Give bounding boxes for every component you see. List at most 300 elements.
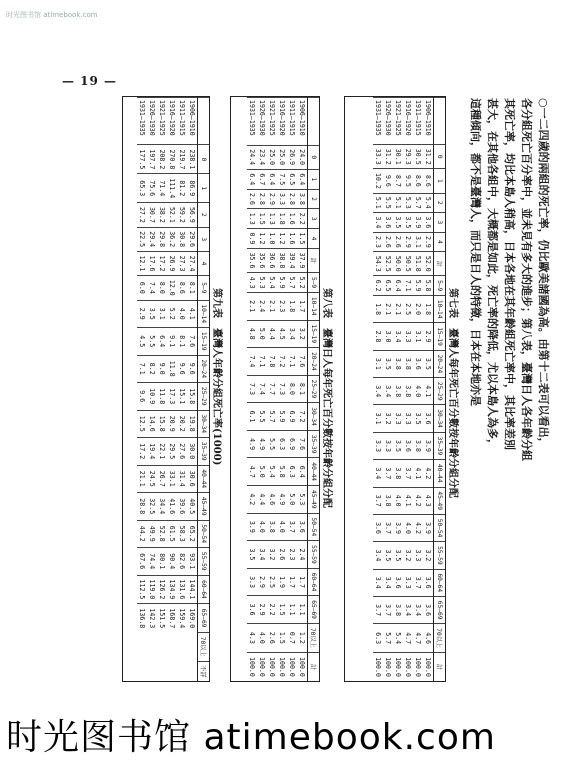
table-cell: 100.0 (403, 653, 413, 681)
column-header: 35—39 (434, 432, 446, 459)
table-cell: 7.6 (187, 328, 198, 356)
table-cell: 6.4 (297, 169, 308, 189)
table-cell: 9.6 (383, 169, 393, 193)
table-cell: 3.5 (393, 432, 403, 459)
table-cell: 5.5 (383, 193, 393, 213)
column-header: 不詳 (198, 661, 210, 681)
table-cell: 5.8 (423, 276, 434, 296)
table-cell: 4.3 (247, 623, 257, 652)
column-header (434, 98, 446, 145)
table-cell: 4.1 (423, 378, 434, 405)
table-cell: 5.7 (287, 273, 297, 293)
table-cell: 3.7 (403, 460, 413, 487)
table-cell: 20.9 (167, 410, 177, 438)
table-cell: 1.5 (277, 596, 287, 624)
table-cell: 2.4 (297, 541, 308, 569)
table-cell: 8.0 (157, 276, 167, 300)
column-header: 50—54 (434, 514, 446, 541)
table-cell: 4.9 (257, 430, 267, 458)
table-cell: 19.4 (147, 438, 157, 466)
table-cell: 9.6 (137, 383, 147, 411)
table-cell: 3.4 (373, 460, 383, 487)
table-cell: 1.8 (277, 209, 287, 229)
table-cell: 3.9 (423, 514, 434, 541)
table-cell: 6.4 (393, 276, 403, 296)
table-cell: 17.6 (147, 251, 157, 275)
table8-grid (247, 97, 319, 681)
table-cell: 4.3 (247, 273, 257, 293)
table-cell: 3.6 (413, 350, 423, 377)
column-header: 40—44 (434, 460, 446, 487)
table-cell: 1.2 (257, 229, 267, 249)
table-cell: 4.4 (257, 486, 267, 514)
table-cell: 31.2 (423, 145, 434, 169)
table-cell: 3.0 (383, 323, 393, 350)
table8-caption: 第八表 臺灣日人每年死亡百分數按年齡分組分配 (321, 288, 332, 508)
table-cell: 4.1 (187, 300, 198, 328)
table-cell: 3.3 (247, 568, 257, 596)
table-cell: 31.4 (177, 465, 187, 493)
table-cell: 3.7 (413, 569, 423, 596)
table-cell: 8.7 (393, 169, 403, 193)
table-row (247, 98, 257, 682)
column-header: 計 (434, 252, 446, 276)
table-cell: 39.4 (287, 248, 297, 272)
table-cell: 3.2 (403, 542, 413, 569)
text-line: 這種傾向，都不是臺灣人，而只是日人的特徵，日本在本地亦是 (469, 98, 482, 406)
table-cell: 80.1 (157, 548, 167, 576)
table-header-row (308, 98, 320, 682)
table-cell: 2.9 (257, 596, 267, 624)
table-cell: 6.4 (297, 458, 308, 486)
table-cell: 4.1 (403, 487, 413, 514)
table-cell: 208.2 (157, 145, 167, 174)
table-cell: 100.0 (423, 653, 434, 681)
table-cell: 34.4 (157, 493, 167, 521)
table-cell: 61.5 (167, 520, 177, 548)
table-cell: 25.0 (267, 145, 277, 169)
table-cell: 1.5 (297, 229, 308, 249)
table-cell: 1911—1915 (413, 98, 423, 145)
table-row (157, 98, 167, 682)
column-header: 15—19 (308, 320, 320, 348)
table-cell: 1.6 (287, 209, 297, 229)
table-cell: 3.2 (383, 405, 393, 432)
table-row (403, 98, 413, 682)
text-line: 其死亡率，均比本島人稍高，日本各地在其年齡組死亡率中，其比率差別 (503, 98, 516, 450)
table-cell: 8.1 (187, 276, 198, 300)
table-cell: 36.6 (267, 248, 277, 272)
column-header: 2 (198, 203, 210, 227)
column-header: 5—9 (198, 276, 210, 300)
column-header: 30—34 (198, 410, 210, 438)
table-cell: 3.4 (383, 378, 393, 405)
table-cell: 2.2 (267, 596, 277, 624)
table-cell: 2.9 (257, 568, 267, 596)
table-cell: 4.2 (247, 486, 257, 514)
column-header: 25—29 (434, 378, 446, 405)
table-cell: 32.5 (147, 493, 157, 521)
table-cell: 3.3 (403, 323, 413, 350)
table-cell: 5.4 (393, 624, 403, 653)
table-cell: 5.3 (297, 486, 308, 514)
table-cell: 111.4 (167, 174, 177, 203)
table-cell: 1911—1915 (287, 98, 297, 146)
table-cell: 3.5 (383, 350, 393, 377)
table-cell: 5.9 (277, 273, 287, 293)
table-cell: 14.6 (147, 410, 157, 438)
table-cell: 81.2 (177, 174, 187, 203)
table-cell: 1.5 (277, 623, 287, 652)
table-cell: 8.6 (413, 169, 423, 193)
table-cell: 23.4 (257, 145, 267, 169)
table-cell: 136.8 (137, 604, 147, 632)
table-cell: 3.5 (423, 350, 434, 377)
table-cell: 3.4 (373, 378, 383, 405)
table-cell: 5.9 (277, 403, 287, 431)
table-cell: 17.2 (137, 438, 147, 466)
column-header: 計 (308, 248, 320, 272)
table-cell: 3.5 (393, 542, 403, 569)
table-cell: 29.6 (187, 227, 198, 251)
table-cell: 8.1 (297, 375, 308, 403)
table-cell: 5.1 (373, 193, 383, 213)
table-cell: 100.0 (287, 652, 297, 681)
table-cell: 2.1 (247, 292, 257, 320)
bottom-watermark (0, 700, 564, 768)
table-cell: 1916—1920 (277, 98, 287, 146)
table-cell: 4.0 (177, 300, 187, 328)
table-cell: 3.4 (373, 542, 383, 569)
table-cell: 7.6 (297, 430, 308, 458)
table-cell: 3.1 (413, 232, 423, 252)
table-cell: 30.7 (147, 203, 157, 227)
table-cell: 52.8 (157, 520, 167, 548)
table-cell: 7.1 (287, 348, 297, 376)
table-cell: 4.0 (413, 378, 423, 405)
table-cell: 1931—1935 (373, 98, 383, 145)
table-row (267, 98, 277, 682)
table-cell: 1.3 (267, 209, 277, 229)
table-cell: 4.6 (423, 624, 434, 653)
table-cell: 7.2 (297, 403, 308, 431)
table-cell: 12.1 (137, 251, 147, 275)
table-cell: 177.5 (137, 145, 147, 174)
column-header: 3 (434, 213, 446, 233)
column-header: 20—24 (198, 355, 210, 383)
column-header: 60—64 (198, 575, 210, 604)
table-cell: 2.8 (257, 189, 267, 209)
table-cell: 3.6 (383, 213, 393, 233)
table-cell: 3.6 (393, 569, 403, 596)
table-cell: 270.8 (167, 145, 177, 174)
table-cell: 4.2 (423, 460, 434, 487)
column-header: 3 (308, 209, 320, 229)
table-cell: 56.9 (187, 203, 198, 227)
paragraph-1 (467, 98, 552, 678)
table-cell: 26.9 (287, 145, 297, 169)
table-cell: 169.0 (187, 604, 198, 632)
table-cell: 2.6 (277, 541, 287, 569)
table-cell: 142.3 (147, 604, 157, 632)
table-cell: 6.7 (257, 169, 267, 189)
table-cell: 1.7 (297, 292, 308, 320)
table-cell: 29.4 (147, 227, 157, 251)
column-header: 10—14 (308, 292, 320, 320)
table-cell: 2.6 (267, 623, 277, 652)
table-cell: 3.4 (413, 596, 423, 623)
table-cell: 9.5 (403, 169, 413, 193)
table-cell: 3.7 (383, 514, 393, 541)
table-cell: 1906—1910 (297, 98, 308, 146)
column-header: 4 (308, 229, 320, 249)
table-cell: 131.6 (177, 575, 187, 604)
column-header: 35—39 (308, 430, 320, 458)
column-header: 70以上 (434, 624, 446, 653)
column-header (308, 98, 320, 146)
table-cell: 15.1 (177, 383, 187, 411)
table-cell: 2.2 (297, 209, 308, 229)
table-cell: 3.8 (393, 596, 403, 623)
table-cell: 29.5 (167, 438, 177, 466)
table-cell: 7.5 (277, 169, 287, 189)
table-cell: 197.7 (147, 145, 157, 174)
table-cell: 3.1 (413, 323, 423, 350)
table-cell: 1.8 (287, 292, 297, 320)
table-cell: 22.1 (157, 438, 167, 466)
page-number: — 19 — (62, 74, 118, 88)
table-cell: 15.8 (157, 410, 167, 438)
table-cell: 144.1 (187, 575, 198, 604)
table-cell: 151.5 (157, 604, 167, 632)
table-cell: 65.3 (137, 174, 147, 203)
rotated-page-content (118, 88, 558, 690)
table-cell: 36.2 (167, 227, 177, 251)
table-row (137, 98, 147, 682)
table-cell: 3.5 (393, 213, 403, 233)
table-cell: 1.0 (267, 229, 277, 249)
table-cell: 1.7 (297, 568, 308, 596)
table-cell: 4.7 (413, 624, 423, 653)
table-cell: 3.5 (413, 405, 423, 432)
table-cell: 168.7 (167, 604, 177, 632)
table-cell: 3.4 (393, 323, 403, 350)
table-cell: 8.6 (177, 276, 187, 300)
table-cell: 71.4 (157, 174, 167, 203)
table-cell: 6.3 (277, 430, 287, 458)
column-header: 25—29 (198, 383, 210, 411)
table-cell: 3.8 (383, 487, 393, 514)
column-header: 40—44 (308, 458, 320, 486)
table-cell: 4.0 (403, 514, 413, 541)
table-cell: 3.2 (423, 542, 434, 569)
table-cell: 7.4 (147, 276, 157, 300)
table-cell: 35.6 (257, 248, 267, 272)
table-cell: 2.0 (413, 295, 423, 322)
column-header: 1 (434, 169, 446, 193)
table-cell: 5.4 (423, 193, 434, 213)
table-row (187, 98, 198, 682)
table-cell: 3.8 (393, 460, 403, 487)
table-cell: 51.8 (413, 252, 423, 276)
table-cell: 3.6 (373, 514, 383, 541)
table-cell: 52.5 (383, 252, 393, 276)
table-cell: 5.2 (297, 273, 308, 293)
table-cell: 1.9 (277, 568, 287, 596)
table-cell: 1.8 (373, 295, 383, 322)
column-header: 35—39 (198, 438, 210, 466)
table-cell: 5.8 (277, 458, 287, 486)
table7-grid (373, 97, 445, 681)
table-cell: 2.1 (383, 295, 393, 322)
table-cell: 1.1 (287, 596, 297, 624)
table-cell: 2.5 (403, 295, 413, 322)
table-cell: 30.6 (187, 465, 198, 493)
table-cell: 100.0 (383, 653, 393, 681)
table-cell: 7.4 (257, 375, 267, 403)
table-cell: 41.6 (167, 493, 177, 521)
table-cell: 5.7 (413, 193, 423, 213)
table-cell: 6.5 (383, 276, 393, 296)
table-cell: 1921—1925 (157, 98, 167, 145)
table-cell: 52.0 (423, 252, 434, 276)
table-row (277, 98, 287, 682)
table-cell: 2.1 (393, 295, 403, 322)
table-cell: 3.3 (403, 569, 413, 596)
table-cell: 24.0 (297, 145, 308, 169)
table-cell: 100.0 (257, 652, 267, 681)
column-header: 10—14 (198, 300, 210, 328)
table-cell: 29.3 (403, 145, 413, 169)
table-row (297, 98, 308, 682)
column-header: 15—19 (434, 323, 446, 350)
table-cell: 100.0 (393, 653, 403, 681)
table-cell: 9.6 (187, 355, 198, 383)
table-cell: 5.0 (257, 458, 267, 486)
column-header: 2 (434, 193, 446, 213)
table-cell: 3.6 (423, 569, 434, 596)
table-cell: 7.3 (277, 375, 287, 403)
table-cell: 7.1 (257, 348, 267, 376)
table-cell: 4.6 (267, 486, 277, 514)
table-cell: 3.4 (383, 569, 393, 596)
table-cell: 2.8 (373, 323, 383, 350)
table-cell: 93.1 (187, 548, 198, 576)
table-cell: 30.8 (177, 227, 187, 251)
table-cell: 28.8 (137, 493, 147, 521)
table-cell: 3.4 (287, 320, 297, 348)
table-cell: 21.1 (137, 465, 147, 493)
table-cell: 2.6 (247, 189, 257, 209)
rotated-text-frame (118, 88, 558, 690)
table-cell: 65.2 (187, 520, 198, 548)
column-header: 4 (198, 251, 210, 275)
table-cell: 3.3 (403, 405, 413, 432)
column-header: 55—59 (308, 541, 320, 569)
table-cell: 29.8 (157, 227, 167, 251)
column-header (198, 98, 210, 145)
table7-caption: 第七表 臺灣人每年死亡百分數按年齡分組分配 (447, 288, 458, 498)
table-cell: 4.4 (267, 320, 277, 348)
column-header: 1 (308, 169, 320, 189)
table-cell: 3.8 (267, 513, 277, 541)
table-row (287, 98, 297, 682)
table-row (413, 98, 423, 682)
table-cell: 24.4 (247, 145, 257, 169)
table-cell: 3.2 (297, 320, 308, 348)
table-cell: 3.3 (413, 542, 423, 569)
table-cell: 3.6 (423, 405, 434, 432)
table-cell: 7.2 (277, 348, 287, 376)
table-cell: 3.2 (267, 541, 277, 569)
table-cell: 3.5 (383, 542, 393, 569)
table-row (167, 98, 177, 682)
table-cell: 3.7 (287, 513, 297, 541)
table-cell: 8.2 (147, 355, 157, 383)
table-cell: 1.8 (423, 295, 434, 322)
table-cell: 126.2 (157, 575, 167, 604)
column-header: 65—69 (308, 596, 320, 624)
column-header: 60—64 (308, 568, 320, 596)
table-cell: 67.6 (137, 548, 147, 576)
table-cell: 134.9 (167, 575, 177, 604)
table-cell: 12.0 (167, 276, 177, 300)
table-cell: 1931—1935 (247, 98, 257, 146)
table-cell: 27.6 (177, 438, 187, 466)
table-cell: 3.8 (403, 378, 413, 405)
table-cell: 3.6 (297, 513, 308, 541)
table-cell: 7.6 (297, 348, 308, 376)
table-row (257, 98, 267, 682)
table-cell: 30.5 (413, 145, 423, 169)
table-cell: 159.4 (177, 604, 187, 632)
table-cell: 5.2 (167, 300, 177, 328)
table-cell: 2.1 (267, 292, 277, 320)
table-cell: 3.1 (373, 405, 383, 432)
table-cell: 3.6 (247, 596, 257, 624)
table-cell: 2.9 (423, 232, 434, 252)
table-cell: 3.1 (373, 350, 383, 377)
table-cell: 3.7 (373, 487, 383, 514)
table-cell: 112.5 (137, 575, 147, 604)
table-cell: 7.3 (247, 375, 257, 403)
column-header: 50—54 (198, 520, 210, 548)
table-cell: 3.8 (413, 432, 423, 459)
table-cell: 100.0 (267, 652, 277, 681)
column-header: 0 (308, 145, 320, 169)
table-cell: 3.3 (373, 432, 383, 459)
column-header: 45—49 (198, 493, 210, 521)
table-cell: 50.5 (403, 252, 413, 276)
column-header: 65—69 (434, 596, 446, 623)
table-cell: 82.6 (177, 548, 187, 576)
table-cell: 9.1 (167, 328, 177, 356)
table-cell: 5.3 (403, 193, 413, 213)
table-cell: 100.0 (247, 652, 257, 681)
table-cell: 3.1 (157, 300, 167, 328)
column-header: 3 (198, 227, 210, 251)
table-cell: 7.8 (267, 348, 277, 376)
table-cell: 4.5 (137, 328, 147, 356)
table-cell: 1.1 (297, 596, 308, 624)
table-cell: 49.9 (147, 520, 157, 548)
table-cell: 6.4 (157, 328, 167, 356)
table-cell: 33.1 (167, 465, 177, 493)
column-header: 25—29 (308, 375, 320, 403)
table-cell: 1906—1910 (187, 98, 198, 145)
table-cell: 7.7 (267, 375, 277, 403)
table-cell: 37.9 (297, 248, 308, 272)
